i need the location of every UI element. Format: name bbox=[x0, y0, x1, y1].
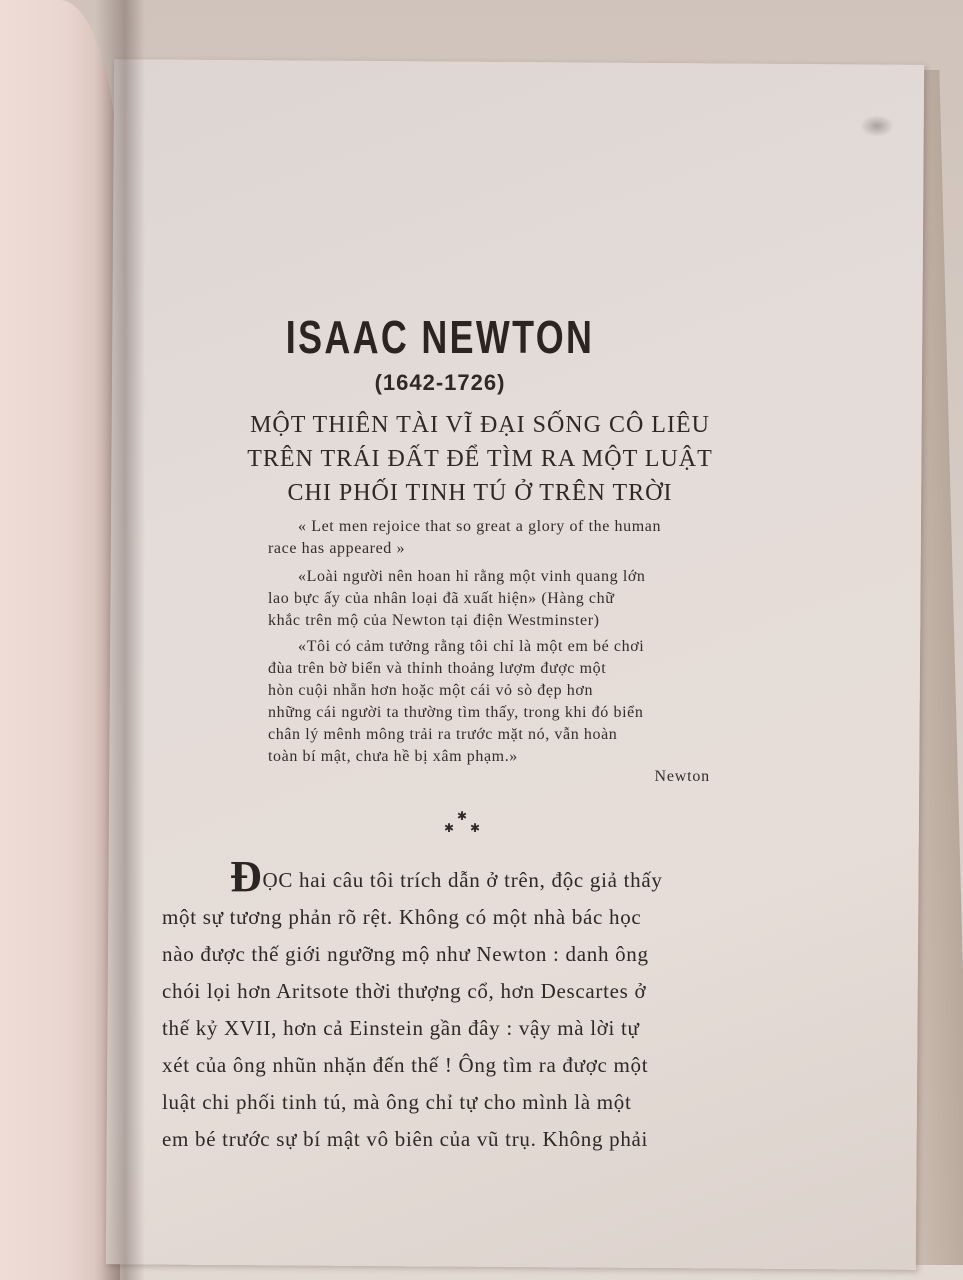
subtitle-line: MỘT THIÊN TÀI VĨ ĐẠI SỐNG CÔ LIÊU bbox=[250, 412, 710, 438]
subtitle-line: TRÊN TRÁI ĐẤT ĐỂ TÌM RA MỘT LUẬT bbox=[247, 446, 713, 472]
body-line: luật chi phối tinh tú, mà ông chỉ tự cho mình là một bbox=[162, 1090, 632, 1114]
body-line: thế kỷ XVII, hơn cả Einstein gần đây : vậy mà lời tự bbox=[162, 1016, 640, 1040]
drop-cap: Đ bbox=[230, 852, 263, 901]
body-line-text: ỌC hai câu tôi trích dẫn ở trên, độc giả thấy bbox=[262, 868, 663, 892]
epigraph-line: « Let men rejoice that so great a glory of the human bbox=[298, 518, 662, 535]
quote-line: những cái người ta thường tìm thấy, trong khi đó biển bbox=[268, 704, 644, 721]
separator-star: ✱ bbox=[444, 821, 455, 835]
body-line: xét của ông nhũn nhặn đến thế ! Ông tìm ra được một bbox=[162, 1053, 649, 1077]
separator-star: ✱ bbox=[470, 821, 481, 835]
gutter-shadow bbox=[95, 0, 145, 1280]
section-separator bbox=[440, 805, 500, 845]
quote-line: toàn bí mật, chưa hề bị xâm phạm.» bbox=[268, 748, 518, 765]
epigraph-line: lao bực ấy của nhân loại đã xuất hiện» (Hàng chữ bbox=[268, 590, 615, 607]
body-line: chói lọi hơn Aritsote thời thượng cổ, hơn Descartes ở bbox=[162, 979, 647, 1003]
epigraph-line: «Loài người nên hoan hỉ rằng một vinh quang lớn bbox=[298, 568, 646, 585]
quote-line: hòn cuội nhẵn hơn hoặc một cái vỏ sò đẹp hơn bbox=[268, 682, 594, 699]
newton-quote bbox=[268, 636, 773, 768]
quote-line: đùa trên bờ biển và thỉnh thoảng lượm được một bbox=[268, 660, 607, 677]
body-line: nào được thế giới ngưỡng mộ như Newton : danh ông bbox=[162, 942, 649, 966]
quote-line: «Tôi có cảm tưởng rằng tôi chỉ là một em bé chơi bbox=[298, 638, 645, 655]
subtitle-line: CHI PHỐI TINH TÚ Ở TRÊN TRỜI bbox=[287, 480, 673, 506]
quote-line: chân lý mênh mông trải ra trước mặt nó, vẫn hoàn bbox=[268, 726, 618, 743]
epigraph-line: race has appeared » bbox=[268, 540, 406, 557]
body-line: em bé trước sự bí mật vô biên của vũ trụ. Không phải bbox=[162, 1127, 649, 1151]
epigraph-line: khắc trên mộ của Newton tại điện Westminster) bbox=[268, 612, 600, 629]
article-title: ISAAC NEWTON bbox=[285, 311, 595, 363]
epigraph-english bbox=[268, 516, 773, 560]
quote-signature: Newton bbox=[654, 768, 710, 785]
page-stain bbox=[860, 115, 894, 137]
separator-star: ✱ bbox=[457, 809, 468, 823]
epigraph-vietnamese bbox=[268, 566, 773, 632]
body-line: một sự tương phản rõ rệt. Không có một nhà bác học bbox=[162, 905, 642, 929]
body-line bbox=[162, 852, 777, 901]
body-paragraph bbox=[162, 852, 777, 1158]
lifespan-dates: (1642-1726) bbox=[374, 370, 506, 395]
